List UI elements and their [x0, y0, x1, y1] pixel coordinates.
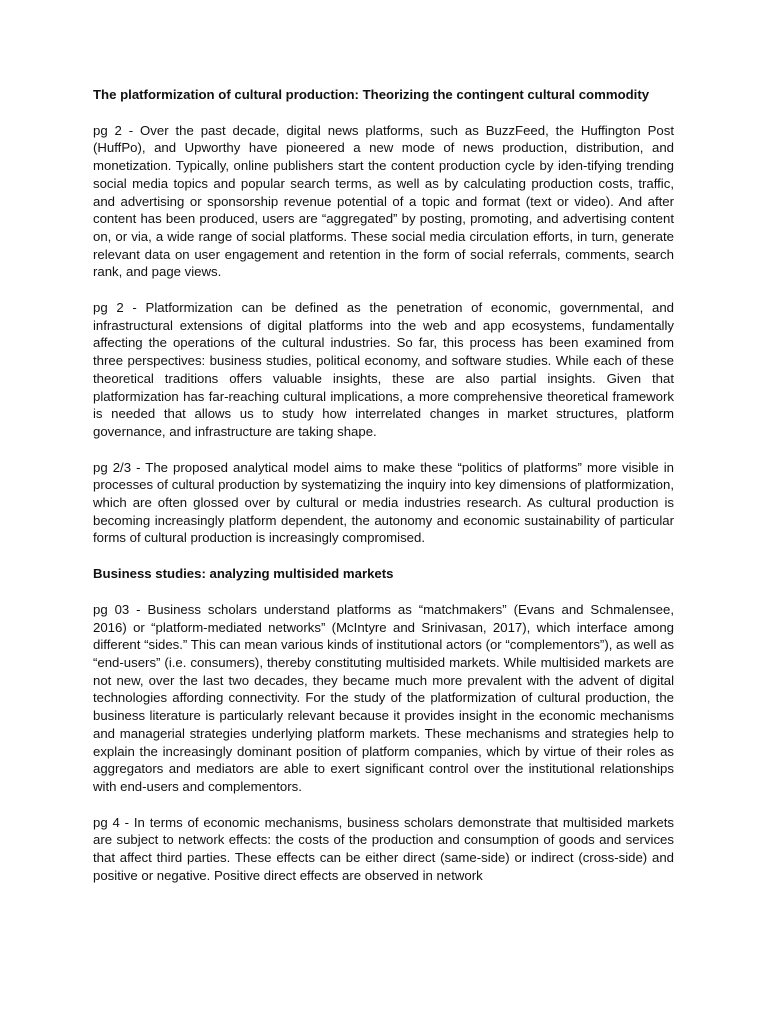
document-page: [93, 86, 674, 902]
section-heading: Business studies: analyzing multisided markets: [93, 566, 394, 582]
paragraph-pg2-platformization: pg 2 - Platformization can be defined as the penetration of economic, governmental, and infrastructural extensions of digital platforms into the web and app ecosystems, fundamentally affecting the operations of the cultural industries. So far, this process has been examined from three perspectives: business studies, political economy, and software studies. While each of these theoretical traditions offers valuable insights, these are also partial insights. Given that platformization has far-reaching cultural implications, a more comprehensive theoretical framework is needed that allows us to study how interrelated changes in market structures, platform governance, and infrastructure are taking shape.: [93, 300, 674, 439]
document-title: The platformization of cultural production: Theorizing the contingent cultural commodity: [93, 87, 650, 102]
paragraph-pg4-economic-mechanisms: pg 4 - In terms of economic mechanisms, business scholars demonstrate that multisided markets are subject to network effects: the costs of the production and consumption of goods and services that affect third parties. These effects can be either direct (same-side) or indirect (cross-side) and positive or negative. Positive direct effects are observed in network: [93, 814, 674, 883]
paragraph-pg2-3-analytical-model: pg 2/3 - The proposed analytical model aims to make these “politics of platforms” more visible in processes of cultural production by systematizing the inquiry into key dimensions of platformization, which are often glossed over by cultural or media industries research. As cultural production is becoming increasingly platform dependent, the autonomy and economic sustainability of particular forms of cultural production is increasingly compromised.: [93, 459, 674, 546]
paragraph-pg2-news-platforms: pg 2 - Over the past decade, digital news platforms, such as BuzzFeed, the Huffington Post (HuffPo), and Upworthy have pioneered a new mode of news production, distribution, and monetization. Typically, online publishers start the content production cycle by iden-tifying trending social media topics and popular search terms, as well as by calculating production costs, traffic, and advertising or sponsorship revenue potential of a topic and format (text or video). And after content has been produced, users are “aggregated” by posting, promoting, and advertising content on, or via, a wide range of social platforms. These social media circulation efforts, in turn, generate relevant data on user engagement and retention in the form of social referrals, comments, search rank, and page views.: [93, 122, 674, 280]
paragraph-pg03-business-scholars: pg 03 - Business scholars understand platforms as “matchmakers” (Evans and Schmalensee, 2016) or “platform-mediated networks” (McIntyre and Srinivasan, 2017), which interface among different “sides.” This can mean various kinds of institutional actors (or “complementors”), as well as “end-users” (i.e. consumers), thereby constituting multisided markets. While multisided markets are not new, over the last two decades, they became much more prevalent with the advent of digital technologies affording connectivity. For the study of the platformization of cultural production, the business literature is particularly relevant because it provides insight in the economic mechanisms and managerial strategies underlying platform markets. These mechanisms and strategies help to explain the increasingly dominant position of platform companies, which by virtue of their roles as aggregators and mediators are able to exert significant control over the institutional relationships with end-users and complementors.: [93, 601, 674, 794]
